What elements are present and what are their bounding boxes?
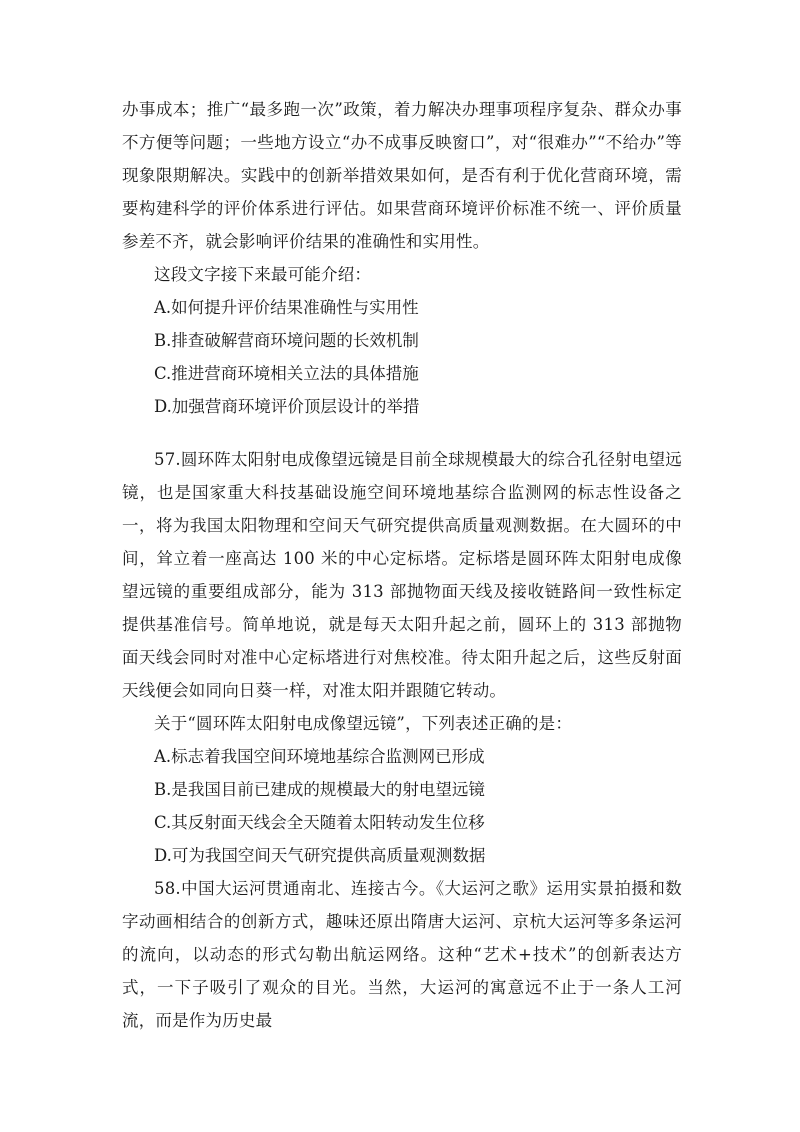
question-57 (122, 443, 682, 872)
question-58 (122, 872, 682, 1037)
option-b: B.排查破解营商环境问题的长效机制 (154, 331, 419, 350)
question-prompt: 这段文字接下来最可能介绍： (154, 265, 372, 284)
passage-text: 57.圆环阵太阳射电成像望远镜是目前全球规模最大的综合孔径射电望远镜，也是国家重大科技基础设施空间环境地基综合监测网的标志性设备之一，将为我国太阳物理和空间天气研究提供高质量观测数据。在大圆环的中间，耸立着一座高达 100 米的中心定标塔。定标塔是圆环阵太阳射电成像望远镜的重要组成部分，能为 313 部抛物面天线及接收链路间一致性标定提供基准信号。简单地说，就是每天太阳升起之前，圆环上的 313 部抛物面天线会同时对准中心定标塔进行对焦校准。待太阳升起之后，这些反射面天线便会如同向日葵一样，对准太阳并跟随它转动。 (122, 450, 682, 700)
option-a: A.如何提升评价结果准确性与实用性 (154, 298, 419, 317)
option-c: C.其反射面天线会全天随着太阳转动发生位移 (154, 813, 485, 832)
option-b: B.是我国目前已建成的规模最大的射电望远镜 (154, 780, 485, 799)
passage-text: 58.中国大运河贯通南北、连接古今。《大运河之歌》运用实景拍摄和数字动画相结合的创新方式，趣味还原出隋唐大运河、京杭大运河等多条运河的流向，以动态的形式勾勒出航运网络。这种“艺术+技术”的创新表达方式，一下子吸引了观众的目光。当然，大运河的寓意远不止于一条人工河流，而是作为历史最 (122, 879, 682, 1030)
passage-text: 办事成本；推广“最多跑一次”政策，着力解决办理事项程序复杂、群众办事不方便等问题；一些地方设立“办不成事反映窗口”，对“很难办”“不给办”等现象限期解决。实践中的创新举措效果如何，是否有利于优化营商环境，需要构建科学的评价体系进行评估。如果营商环境评价标准不统一、评价质量参差不齐，就会影响评价结果的准确性和实用性。 (122, 100, 682, 251)
question-prompt: 关于“圆环阵太阳射电成像望远镜”，下列表述正确的是： (154, 714, 573, 733)
option-a: A.标志着我国空间环境地基综合监测网已形成 (154, 747, 485, 766)
question-56 (122, 93, 682, 423)
option-d: D.可为我国空间天气研究提供高质量观测数据 (154, 846, 486, 865)
option-d: D.加强营商环境评价顶层设计的举措 (154, 397, 420, 416)
option-c: C.推进营商环境相关立法的具体措施 (154, 364, 419, 383)
